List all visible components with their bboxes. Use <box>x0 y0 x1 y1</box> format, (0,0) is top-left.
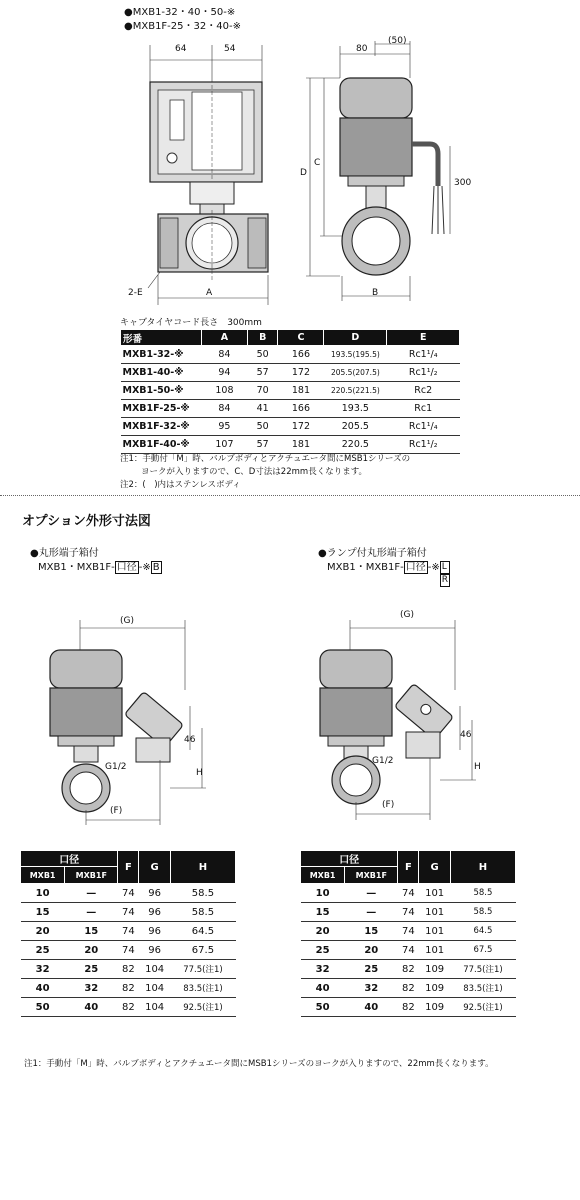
spec-table <box>120 329 460 454</box>
table-row: 20 15 74 96 64.5 <box>21 922 236 941</box>
dim-h-right: H <box>474 762 481 772</box>
table-row: MXB1-32-※ 84 50 166 193.5(195.5) Rc1¹/₄ <box>121 346 460 364</box>
table-row: MXB1-50-※ 108 70 181 220.5(221.5) Rc2 <box>121 382 460 400</box>
table-row: 20 15 74 101 64.5 <box>301 922 516 941</box>
table-row: 50 40 82 109 92.5(注1) <box>301 998 516 1017</box>
table-row: 10 — 74 96 58.5 <box>21 884 236 903</box>
dim-g12-right: G1/2 <box>372 756 394 766</box>
dim-50-paren: (50) <box>388 36 407 46</box>
table-row: 15 — 74 96 58.5 <box>21 903 236 922</box>
dim-f-right: (F) <box>382 800 395 810</box>
option-right-title: ●ランプ付丸形端子箱付 <box>318 548 427 559</box>
table-row: 32 25 82 109 77.5(注1) <box>301 960 516 979</box>
section-divider <box>0 495 580 496</box>
table-row: 32 25 82 104 77.5(注1) <box>21 960 236 979</box>
model-heading-mxb1: ●MXB1-32・40・50-※ <box>124 7 236 18</box>
table-row: MXB1F-40-※ 107 57 181 220.5 Rc1¹/₂ <box>121 436 460 454</box>
front-view-drawing <box>120 30 290 310</box>
option-code-b-box: B <box>152 562 160 573</box>
spec-col-a: A <box>202 330 248 346</box>
note-2: 注2：( )内はステンレスボディ <box>120 480 241 490</box>
table-row: 40 32 82 104 83.5(注1) <box>21 979 236 998</box>
footer-note: 注1：手動付「M」時、バルブボディとアクチュエータ間にMSB1シリーズのヨークが入りますので、22mm長くなります。 <box>24 1059 494 1069</box>
side-view-drawing <box>300 36 475 306</box>
option-left-title: ●丸形端子箱付 <box>30 548 99 559</box>
dim-d: D <box>300 168 307 178</box>
table-row: 10 — 74 101 58.5 <box>301 884 516 903</box>
table-row: MXB1F-32-※ 95 50 172 205.5 Rc1¹/₄ <box>121 418 460 436</box>
dim-64: 64 <box>175 44 187 54</box>
dim-g12-left: G1/2 <box>105 762 127 772</box>
option-right-drawing <box>310 610 490 830</box>
dim-54: 54 <box>224 44 236 54</box>
option-table-left: 口径 F G H MXB1 MXB1F 10 — 74 96 58.5 15 — 74 96 58.5 20 15 74 96 64.5 25 20 74 96 67.5 32 25 82 104 77.5(注1) 40 32 82 104 83.5(注1) 50 40 82 104 92.5(注1) <box>20 850 236 1017</box>
option-table-right: 口径 F G H MXB1 MXB1F 10 — 74 101 58.5 15 — 74 101 58.5 20 15 74 101 64.5 25 20 74 101 67.5 32 25 82 109 77.5(注1) 40 32 82 109 83.5(注1) 50 40 82 109 92.5(注1) <box>300 850 516 1017</box>
dim-g-left: (G) <box>120 616 134 626</box>
dim-46-right: 46 <box>460 730 472 740</box>
spec-col-d: D <box>324 330 387 346</box>
spec-col-model: 形番 <box>121 330 202 346</box>
spec-col-e: E <box>387 330 460 346</box>
dim-300: 300 <box>454 178 472 188</box>
dim-b: B <box>372 288 379 298</box>
dim-80: 80 <box>356 44 368 54</box>
table-row: MXB1-40-※ 94 57 172 205.5(207.5) Rc1¹/₂ <box>121 364 460 382</box>
bore-box: 口径 <box>116 562 137 573</box>
table-row: 25 20 74 101 67.5 <box>301 941 516 960</box>
bore-box: 口径 <box>405 562 426 573</box>
option-code-l-box: L <box>440 561 450 574</box>
dim-g-right: (G) <box>400 610 414 620</box>
option-right-model: MXB1・MXB1F- 口径 -※ $\frac{L}{R}$ <box>327 562 449 585</box>
note-1a: 注1：手動付「M」時、バルブボディとアクチュエータ間にMSB1シリーズの <box>120 454 411 464</box>
model-heading-mxb1f: ●MXB1F-25・32・40-※ <box>124 21 241 32</box>
table-row: 25 20 74 96 67.5 <box>21 941 236 960</box>
table-row: 50 40 82 104 92.5(注1) <box>21 998 236 1017</box>
spec-col-c: C <box>278 330 324 346</box>
table-row: MXB1F-25-※ 84 41 166 193.5 Rc1 <box>121 400 460 418</box>
dim-c: C <box>314 158 321 168</box>
cable-length-note: キャブタイヤコード長さ 300mm <box>120 318 262 328</box>
dim-2e: 2-E <box>128 288 143 298</box>
option-left-drawing <box>40 610 220 830</box>
dim-h-left: H <box>196 768 203 778</box>
table-row: 40 32 82 109 83.5(注1) <box>301 979 516 998</box>
dim-a: A <box>206 288 213 298</box>
option-left-model: MXB1・MXB1F- 口径 -※ B <box>38 562 160 573</box>
note-1b: ヨークが入りますので、C、D寸法は22mm長くなります。 <box>141 467 368 477</box>
table-row: 15 — 74 101 58.5 <box>301 903 516 922</box>
dim-46-left: 46 <box>184 735 196 745</box>
dim-f-left: (F) <box>110 806 123 816</box>
option-code-r-box: R <box>441 575 449 585</box>
option-section-title: オプション外形寸法図 <box>22 514 151 529</box>
spec-col-b: B <box>247 330 278 346</box>
